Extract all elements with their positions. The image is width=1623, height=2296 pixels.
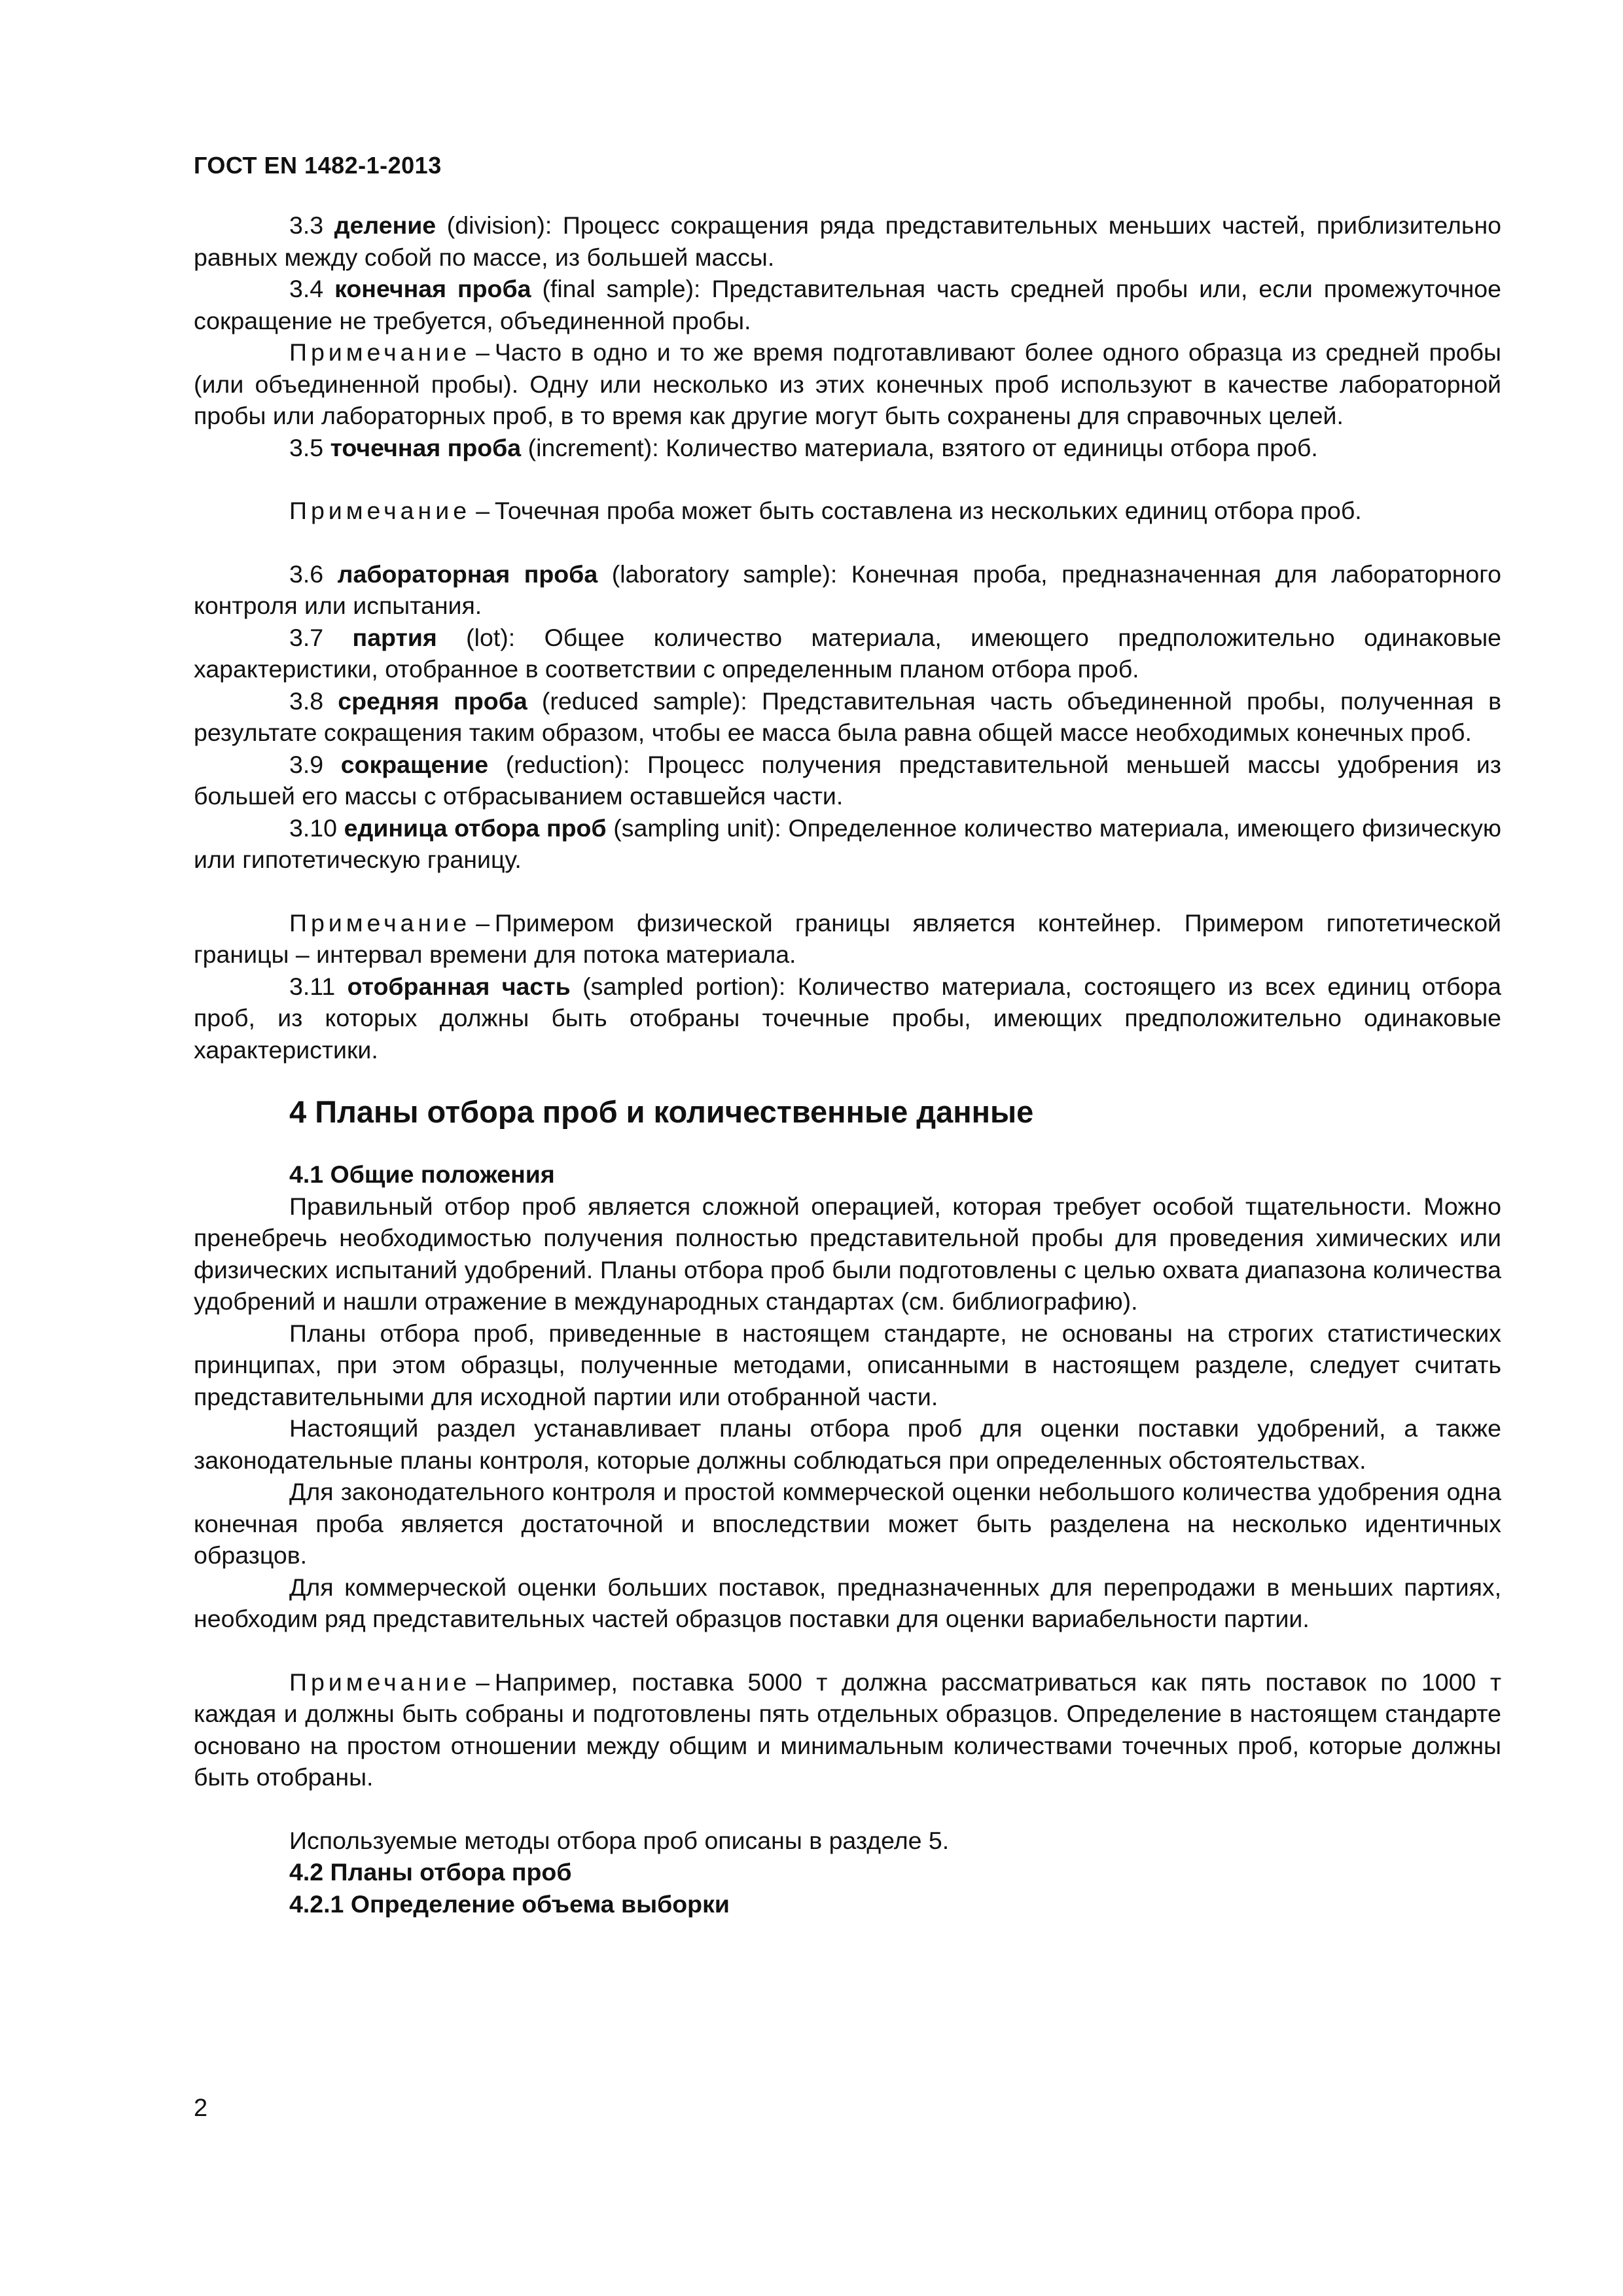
- note-text: Часто в одно и то же время подготавливают более одного образца из средней пробы (или объединенной пробы). Одну или несколько из этих конечных проб используют в качестве лабораторной пробы или лабораторных проб, в то время как другие могут быть сохранены для справочных целей.: [194, 338, 1501, 429]
- subsection-4-1-title: 4.1 Общие положения: [289, 1160, 555, 1188]
- term-definition: Представительная часть объединенной пробы, полученная в результате сокращения таким образом, чтобы ее масса была равна общей массе необходимых конечных проб.: [194, 687, 1501, 746]
- note-label: Примечание: [289, 1668, 471, 1696]
- term-english: (reduced sample):: [541, 687, 747, 715]
- paragraph: Планы отбора проб, приведенные в настоящем стандарте, не основаны на строгих статистических принципах, при этом образцы, полученные методами, описанными в настоящем разделе, следует считать представительными для исходной партии или отобранной части.: [194, 1319, 1501, 1410]
- term-name: средняя проба: [338, 687, 527, 715]
- term-definition: Количество материала, взятого от единицы отбора проб.: [666, 433, 1318, 461]
- note-3-4: [194, 336, 1501, 432]
- note-dash: –: [476, 1668, 490, 1696]
- term-name: конечная проба: [334, 275, 531, 302]
- paragraph: Используемые методы отбора проб описаны в разделе 5.: [289, 1826, 950, 1854]
- term-definition: Представительная часть средней пробы или, если промежуточное сокращение не требуется, объединенной пробы.: [194, 275, 1502, 334]
- term-definition: Количество материала, состоящего из всех единиц отбора проб, из которых должны быть отобраны точечные пробы, имеющих предположительно одинаковые характеристики.: [194, 972, 1501, 1064]
- note-4-1: [194, 1666, 1501, 1793]
- note-label: Примечание: [289, 497, 471, 524]
- term-number: 3.8: [289, 687, 324, 715]
- term-english: (sampled portion):: [582, 972, 786, 1000]
- term-number: 3.11: [289, 972, 336, 1000]
- term-name: сокращение: [340, 750, 489, 778]
- term-number: 3.4: [289, 275, 324, 302]
- term-3-11: [194, 971, 1501, 1066]
- term-name: точечная проба: [330, 433, 522, 461]
- note-text: Примером физической границы является контейнер. Примером гипотетической границы – интервал времени для потока материала.: [194, 908, 1501, 968]
- term-3-4: [194, 273, 1501, 336]
- spacer: [194, 1793, 1501, 1825]
- spacer: [194, 463, 1501, 495]
- term-definition: Определенное количество материала, имеющего физическую или гипотетическую границу.: [194, 814, 1501, 873]
- term-3-3: [194, 209, 1501, 273]
- term-english: (final sample):: [542, 275, 701, 302]
- paragraph: Для коммерческой оценки больших поставок, предназначенных для перепродажи в меньших партиях, необходим ряд представительных частей образцов поставки для оценки вариабельности партии.: [194, 1573, 1501, 1632]
- document-body: [194, 209, 1501, 1920]
- term-3-10: [194, 812, 1501, 876]
- term-3-5: [194, 432, 1501, 464]
- term-number: 3.3: [289, 211, 324, 239]
- term-definition: Процесс получения представительной меньшей массы удобрения из большей его массы с отбрасыванием оставшейся части.: [194, 750, 1502, 810]
- paragraph: Настоящий раздел устанавливает планы отбора проб для оценки поставки удобрений, а также законодательные планы контроля, которые должны соблюдаться при определенных обстоятельствах.: [194, 1414, 1501, 1474]
- term-number: 3.10: [289, 814, 337, 842]
- note-label: Примечание: [289, 908, 471, 937]
- term-name: отобранная часть: [347, 972, 571, 1000]
- term-number: 3.6: [289, 560, 324, 588]
- subsection-4-2-title: 4.2 Планы отбора проб: [289, 1858, 572, 1886]
- term-definition: Процесс сокращения ряда представительных меньших частей, приблизительно равных между собой по массе, из большей массы.: [194, 211, 1502, 271]
- note-dash: –: [476, 908, 490, 937]
- term-name: партия: [352, 623, 437, 651]
- note-text: Например, поставка 5000 т должна рассматриваться как пять поставок по 1000 т каждая и должны быть собраны и подготовлены пять отдельных образцов. Определение в настоящем стандарте основано на простом отношении между общим и минимальным количествами точечных проб, которые должны быть отобраны.: [194, 1668, 1501, 1791]
- term-3-8: [194, 685, 1501, 749]
- spacer: [194, 527, 1501, 558]
- term-number: 3.5: [289, 433, 324, 461]
- term-name: лабораторная проба: [337, 560, 598, 588]
- paragraph: Для законодательного контроля и простой коммерческой оценки небольшого количества удобрения одна конечная проба является достаточной и впоследствии может быть разделена на несколько идентичных образцов.: [194, 1478, 1501, 1569]
- note-text: Точечная проба может быть составлена из нескольких единиц отбора проб.: [494, 497, 1362, 524]
- term-english: (increment):: [527, 433, 659, 461]
- note-3-5: [194, 495, 1501, 527]
- note-dash: –: [476, 338, 490, 366]
- term-definition: Конечная проба, предназначенная для лабораторного контроля или испытания.: [194, 560, 1501, 619]
- term-english: (lot):: [466, 623, 516, 651]
- term-3-7: [194, 622, 1501, 685]
- note-3-10: [194, 907, 1501, 971]
- document-header: ГОСТ EN 1482-1-2013: [194, 152, 442, 179]
- note-dash: –: [476, 497, 490, 524]
- term-english: (division):: [446, 211, 552, 239]
- subsection-4-2-1-title: 4.2.1 Определение объема выборки: [289, 1890, 730, 1918]
- term-english: (sampling unit):: [613, 814, 781, 842]
- paragraph: Правильный отбор проб является сложной операцией, которая требует особой тщательности. Можно пренебречь необходимостью получения полностью представительной пробы для проведения химических или физических испытаний удобрений. Планы отбора проб были подготовлены с целью охвата диапазона количества удобрений и нашли отражение в международных стандартах (см. библиографию).: [194, 1192, 1501, 1315]
- term-english: (reduction):: [505, 750, 630, 778]
- term-name: деление: [334, 211, 437, 239]
- page-number: 2: [194, 2094, 208, 2122]
- term-3-6: [194, 558, 1501, 622]
- term-definition: Общее количество материала, имеющего предположительно одинаковые характеристики, отобранное в соответствии с определенным планом отбора проб.: [194, 623, 1502, 683]
- note-label: Примечание: [289, 338, 471, 366]
- term-number: 3.9: [289, 750, 324, 778]
- term-3-9: [194, 749, 1501, 812]
- spacer: [194, 1635, 1501, 1666]
- term-name: единица отбора проб: [344, 814, 607, 842]
- spacer: [194, 876, 1501, 907]
- section-4-title: 4 Планы отбора проб и количественные данные: [289, 1094, 1034, 1129]
- term-number: 3.7: [289, 623, 324, 651]
- term-english: (laboratory sample):: [611, 560, 838, 588]
